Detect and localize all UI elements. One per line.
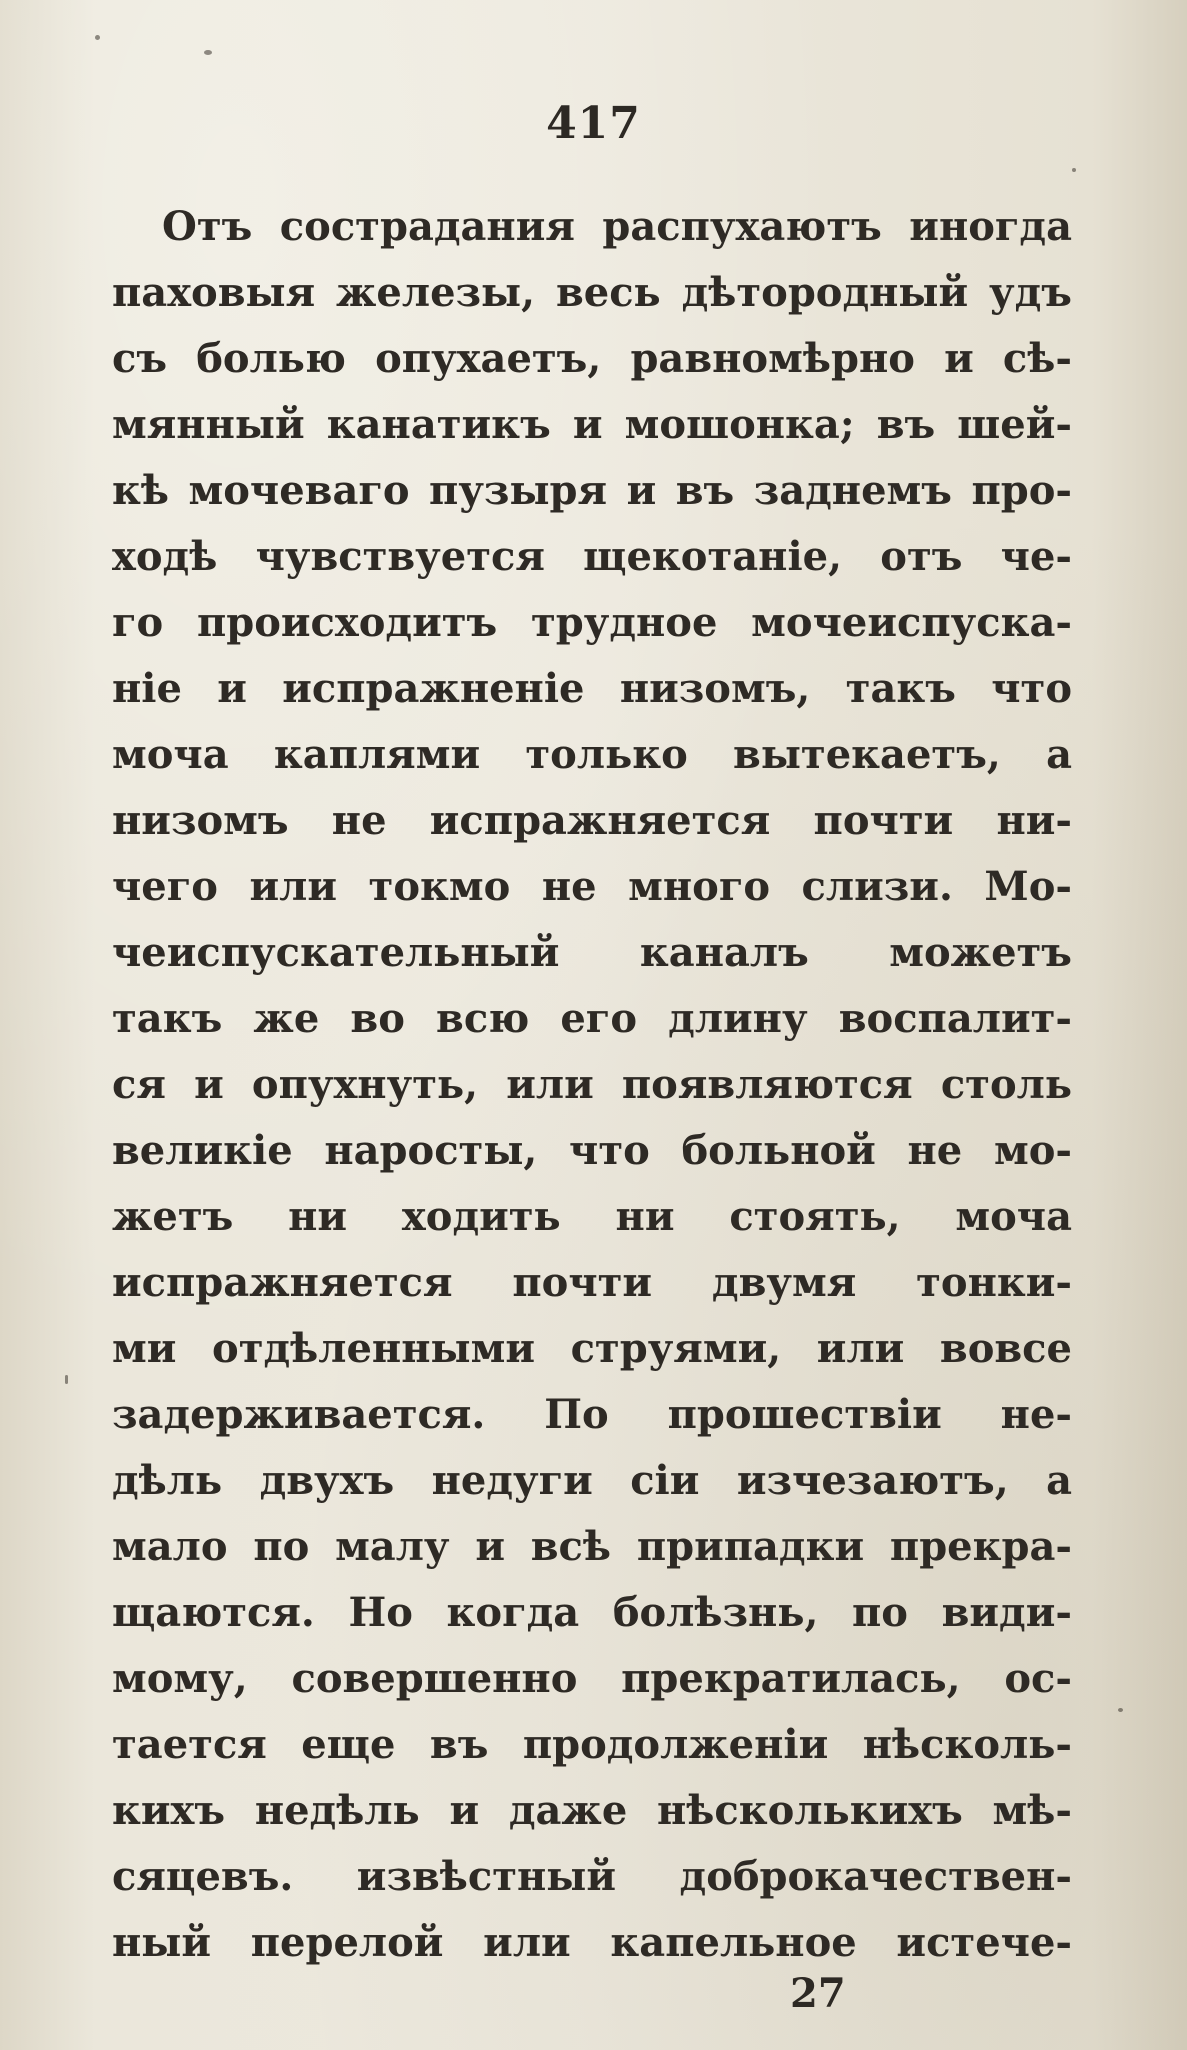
text-line: мало по малу и всѣ припадки прекра- bbox=[112, 1523, 1072, 1570]
text-line: моча каплями только вытекаетъ, а bbox=[112, 731, 1072, 778]
text-line: мому, совершенно прекратилась, ос- bbox=[112, 1655, 1072, 1702]
text-line: кихъ недѣль и даже нѣсколькихъ мѣ- bbox=[112, 1787, 1072, 1834]
text-line: съ болью опухаетъ, равномѣрно и сѣ- bbox=[112, 335, 1072, 382]
text-line: мянный канатикъ и мошонка; въ шей- bbox=[112, 401, 1072, 448]
text-line: кѣ мочеваго пузыря и въ заднемъ про- bbox=[112, 467, 1072, 514]
text-line: испражняется почти двумя тонки- bbox=[112, 1259, 1072, 1306]
text-line: чеиспускательный каналъ можетъ bbox=[112, 929, 1072, 976]
ink-speck bbox=[1118, 1708, 1123, 1712]
text-line: сяцевъ. извѣстный доброкачествен- bbox=[112, 1853, 1072, 1900]
body-text bbox=[112, 194, 1072, 1976]
text-line: ніе и испражненіе низомъ, такъ что bbox=[112, 665, 1072, 712]
signature-mark: 27 bbox=[790, 1970, 846, 2017]
text-line: ся и опухнуть, или появляются столь bbox=[112, 1061, 1072, 1108]
text-line: ный перелой или капельное истече- bbox=[112, 1919, 1072, 1966]
ink-speck bbox=[65, 1375, 68, 1384]
text-line: щаются. Но когда болѣзнь, по види- bbox=[112, 1589, 1072, 1636]
ink-speck bbox=[95, 35, 100, 40]
text-line: паховыя железы, весь дѣтородный удъ bbox=[112, 269, 1072, 316]
text-line: задерживается. По прошествіи не- bbox=[112, 1391, 1072, 1438]
text-line: чего или токмо не много слизи. Мо- bbox=[112, 863, 1072, 910]
text-line: великіе наросты, что больной не мо- bbox=[112, 1127, 1072, 1174]
text-line: такъ же во всю его длину воспалит- bbox=[112, 995, 1072, 1042]
text-line: жетъ ни ходить ни стоять, моча bbox=[112, 1193, 1072, 1240]
text-line: го происходитъ трудное мочеиспуска- bbox=[112, 599, 1072, 646]
text-line: ходѣ чувствуется щекотаніе, отъ че- bbox=[112, 533, 1072, 580]
page-number: 417 bbox=[546, 98, 641, 149]
text-line: Отъ сострадания распухаютъ иногда bbox=[162, 203, 1072, 250]
text-line: дѣль двухъ недуги сіи изчезаютъ, а bbox=[112, 1457, 1072, 1504]
text-line: ми отдѣленными струями, или вовсе bbox=[112, 1325, 1072, 1372]
ink-speck bbox=[204, 50, 212, 55]
text-line: тается еще въ продолженіи нѣсколь- bbox=[112, 1721, 1072, 1768]
text-line: низомъ не испражняется почти ни- bbox=[112, 797, 1072, 844]
ink-speck bbox=[1072, 168, 1076, 172]
